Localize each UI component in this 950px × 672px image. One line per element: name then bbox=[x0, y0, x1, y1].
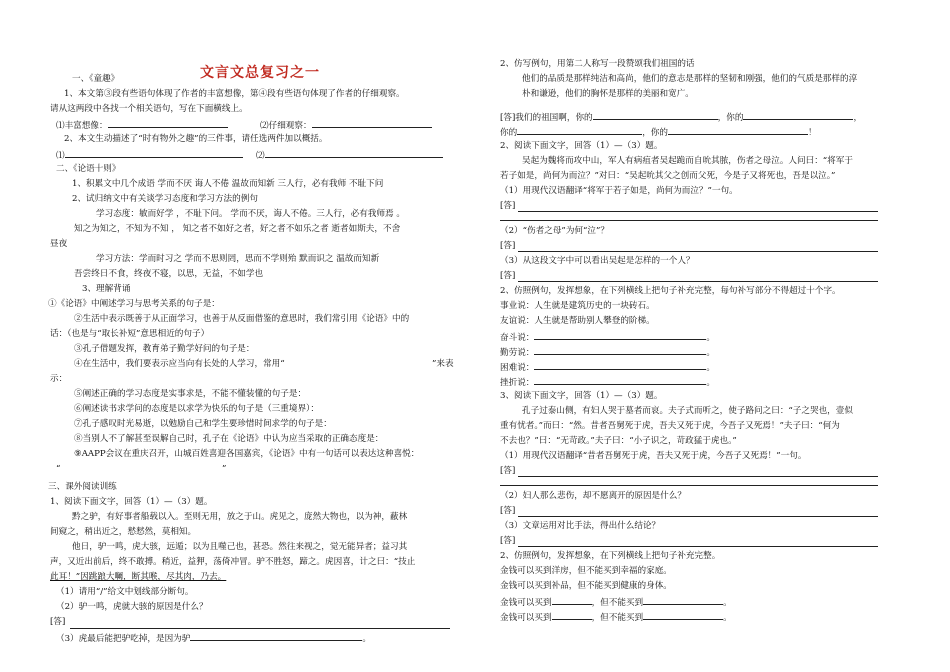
answer-blank[interactable] bbox=[643, 609, 723, 620]
passage-text: 不去也？”曰：“无苛政。”夫子曰：“小子识之，苛政猛于虎也。” bbox=[500, 436, 737, 446]
answer-label: [答] bbox=[500, 466, 516, 476]
question-text: 3、理解背诵 bbox=[82, 284, 131, 294]
example-text: 事业说：人生就是建筑历史的一块砖石。 bbox=[500, 301, 655, 311]
question-text: ③孔子借题发挥，教育弟子勤学好问的句子是： bbox=[74, 344, 255, 354]
answer-label: [答]我们的祖国啊，你的 ，你的 ， bbox=[500, 109, 862, 126]
question-text: 2、阅读下面文字，回答（1）—（3）题。 bbox=[500, 141, 663, 151]
passage-underlined: 此耳！”因跳踉大㘎，断其喉，尽其肉，乃去。 bbox=[50, 572, 227, 582]
question-text: ⑧当别人不了解甚至误解自己时，孔子在《论语》中认为应当采取的正确态度是： bbox=[74, 434, 384, 444]
question-text: （2）妇人那么悲伤，却不愿离开的原因是什么？ bbox=[500, 491, 686, 501]
question-text: ⑦孔子感叹时光易逝，以勉励自己和学生要珍惜时间求学的句子是： bbox=[74, 419, 332, 429]
question-text: （3）从这段文字中可以看出吴起是怎样的一个人？ bbox=[500, 256, 695, 266]
question-text: 3、阅读下面文字，回答（1）—（3）题。 bbox=[500, 391, 663, 401]
answer-blank[interactable] bbox=[108, 117, 228, 128]
answer-blank[interactable] bbox=[668, 124, 808, 135]
example-text: 朴和谦逊，他们的胸怀是那样的美丽和宽广。 bbox=[522, 89, 694, 99]
passage-text: 孔子过泰山侧，有妇人哭于墓者而哀。夫子式而听之，使子路问之曰：“子之哭也，壹似 bbox=[522, 406, 853, 416]
answer-label: （3）虎最后能把驴吃掉，是因为驴 。 bbox=[56, 630, 371, 647]
question-text: ②生活中表示既善于从正面学习，也善于从反面借鉴的意思时，我们常引用《论语》中的 bbox=[74, 314, 410, 324]
answer-label: [答] bbox=[500, 506, 516, 516]
question-text: ⑥阐述读书求学问的态度是以求学为快乐的句子是（三重境界）： bbox=[74, 404, 319, 414]
question-text: （1）用现代汉语翻译“将军于若子如是，尚何为而泣？”一句。 bbox=[500, 186, 738, 196]
answer-line[interactable] bbox=[518, 281, 878, 282]
question-text: ”来表 bbox=[432, 359, 454, 369]
question-text: 1、本文第③段有些语句体现了作者的丰富想像，第④段有些语句体现了作者的仔细观察。 bbox=[64, 89, 405, 99]
question-text: 1、阅读下面文字，回答（1）—（3）题。 bbox=[50, 497, 213, 507]
question-text: ①《论语》中阐述学习与思考关系的句子是： bbox=[48, 299, 220, 309]
section-heading: 三、课外阅读训练 bbox=[48, 482, 117, 492]
passage-text: 若子如是，尚何为而泣？”对曰：“吴起吮其父之创而父死，今是子又将死也，吾是以泣。” bbox=[500, 171, 836, 181]
answer-label: 挫折说： 。 bbox=[500, 374, 715, 391]
answer-line[interactable] bbox=[500, 220, 878, 221]
question-text: 请从这两段中各找一个相关语句，写在下面横线上。 bbox=[50, 104, 248, 114]
answer-blank[interactable] bbox=[534, 359, 706, 370]
example-text: 他们的品质是那样纯洁和高尚，他们的意志是那样的坚韧和刚强，他们的气质是那样的淳 bbox=[522, 74, 858, 84]
passage-text: 间窥之，稍出近之，慭慭然，莫相知。 bbox=[50, 527, 197, 537]
body-text: 学习态度：敏而好学 ，不耻下问。 学而不厌，诲人不倦。三人行，必有我师焉 。 bbox=[96, 209, 405, 219]
question-text: ④在生活中，我们要表示应当向有长处的人学习，常用“ bbox=[74, 359, 285, 369]
answer-blank[interactable] bbox=[643, 594, 723, 605]
example-text: 金钱可以买到补品，但不能买到健康的身体。 bbox=[500, 581, 672, 591]
answer-label: ⑴丰富想像： bbox=[56, 117, 228, 134]
question-text: （1）用现代汉语翻译“昔者吾舅死于虎，吾夫又死于虎，今吾子又死焉！”一句。 bbox=[500, 451, 807, 461]
answer-label: 困难说： 。 bbox=[500, 359, 715, 376]
answer-label: 金钱可以买到 ，但不能买到 。 bbox=[500, 594, 732, 611]
question-text: 示： bbox=[50, 374, 68, 384]
answer-label: [答] bbox=[500, 201, 516, 211]
answer-label: 金钱可以买到 ，但不能买到 。 bbox=[500, 609, 732, 626]
question-text: 2、仿照例句，发挥想象，在下列横线上把句子补充完整。 bbox=[500, 551, 721, 561]
answer-label: ⑴ bbox=[56, 147, 243, 164]
answer-label: [答] bbox=[500, 536, 516, 546]
body-text: 吾尝终日不食，终夜不寝，以思，无益，不如学也 bbox=[74, 269, 264, 279]
answer-blank[interactable] bbox=[593, 109, 718, 120]
answer-blank[interactable] bbox=[65, 147, 243, 158]
answer-label: ⑵仔细观察： bbox=[260, 117, 432, 134]
answer-label: 你的 ，你的 ！ bbox=[500, 124, 817, 141]
answer-line[interactable] bbox=[518, 516, 878, 517]
answer-line[interactable] bbox=[70, 628, 450, 629]
answer-label: [答] bbox=[500, 271, 516, 281]
quote-mark: ” bbox=[222, 464, 227, 474]
passage-text: 吴起为魏将而攻中山，军人有病疽者吴起跪而自吮其脓，伤者之母泣。人问曰：“将军于 bbox=[522, 156, 853, 166]
answer-blank[interactable] bbox=[265, 147, 443, 158]
page-title: 文言文总复习之一 bbox=[200, 65, 320, 81]
answer-blank[interactable] bbox=[534, 344, 706, 355]
answer-line[interactable] bbox=[518, 251, 878, 252]
question-text: 2、仿写例句，用第二人称写一段赞颂我们祖国的话 bbox=[500, 59, 695, 69]
question-text: 1、积累文中几个成语 学而不厌 诲人不倦 温故而知新 三人行，必有我师 不耻下问 bbox=[72, 179, 384, 189]
body-text: 昼夜 bbox=[50, 239, 68, 249]
passage-text: 声，又近出前后，终不敢搏。稍近，益狎，荡倚冲冒。驴不胜怒，蹄之。虎因喜，计之曰：“技止 bbox=[50, 557, 416, 567]
example-text: 友谊说：人生就是帮助别人攀登的阶梯。 bbox=[500, 316, 655, 326]
question-text: 2、仿照例句，发挥想象，在下列横线上把句子补充完整，每句补写部分不得超过十个字。 bbox=[500, 286, 841, 296]
question-text: 2、本文生动描述了“时有物外之趣”的三件事，请任选两件加以概括。 bbox=[64, 134, 328, 144]
answer-label: ⑵ bbox=[256, 147, 443, 164]
example-text: 金钱可以买到洋房，但不能买到幸福的家庭。 bbox=[500, 566, 672, 576]
section-heading: 一、《童趣》 bbox=[72, 74, 120, 84]
question-text: 2、试归纳文中有关谈学习态度和学习方法的例句 bbox=[72, 194, 258, 204]
answer-label: 奋斗说： 。 bbox=[500, 329, 715, 346]
answer-blank[interactable] bbox=[534, 329, 706, 340]
answer-line[interactable] bbox=[518, 546, 878, 547]
answer-blank[interactable] bbox=[743, 109, 853, 120]
question-text: （2）“伤者之母”为何“泣”？ bbox=[500, 226, 609, 236]
answer-line[interactable] bbox=[518, 211, 878, 212]
answer-blank[interactable] bbox=[552, 594, 592, 605]
passage-text: 重有忧者。”而曰：“然。昔者吾舅死于虎，吾夫又死于虎，今吾子又死焉！”夫子曰：“何为 bbox=[500, 421, 840, 431]
answer-blank[interactable] bbox=[552, 609, 592, 620]
answer-blank[interactable] bbox=[534, 374, 706, 385]
passage-text: 黔之驴，有好事者船载以入。至则无用，放之于山。虎见之，庞然大物也，以为神，蔽林 bbox=[72, 512, 408, 522]
body-text: 知之为知之，不知为不知 ， 知之者不如好之者，好之者不如乐之者 逝者如斯夫，不舍 bbox=[74, 224, 401, 234]
section-heading: 二、《论语十则》 bbox=[56, 164, 121, 174]
passage-text: 他日，驴一鸣，虎大骇，远遁；以为且噬己也，甚恐。然往来视之，觉无能异者；益习其 bbox=[72, 542, 408, 552]
body-text: 学习方法：学而时习之 学而不思则罔，思而不学则殆 默而识之 温故而知新 bbox=[96, 254, 380, 264]
answer-blank[interactable] bbox=[190, 630, 362, 641]
answer-label: [答] bbox=[500, 241, 516, 251]
question-text: ⑤阐述正确的学习态度是实事求是，不能不懂装懂的句子是： bbox=[74, 389, 307, 399]
answer-label: [答] bbox=[50, 617, 66, 627]
question-text: （1）请用“/”给文中划线部分断句。 bbox=[56, 587, 194, 597]
answer-line[interactable] bbox=[518, 476, 878, 477]
quote-mark: “ bbox=[56, 464, 61, 474]
question-text: （3）文章运用对比手法，得出什么结论？ bbox=[500, 521, 661, 531]
question-text: ⑨AAPP会议在重庆召开，山城百姓喜迎各国嘉宾，《论语》中有一句话可以表达这种喜悦： bbox=[74, 449, 420, 459]
question-text: （2）驴一鸣，虎就大骇的原因是什么？ bbox=[56, 602, 208, 612]
question-text: 话：（也是与“取长补短”意思相近的句子） bbox=[50, 329, 210, 339]
answer-label: 勤劳说： 。 bbox=[500, 344, 715, 361]
answer-blank[interactable] bbox=[312, 117, 432, 128]
answer-blank[interactable] bbox=[517, 124, 642, 135]
answer-line[interactable] bbox=[500, 485, 878, 486]
